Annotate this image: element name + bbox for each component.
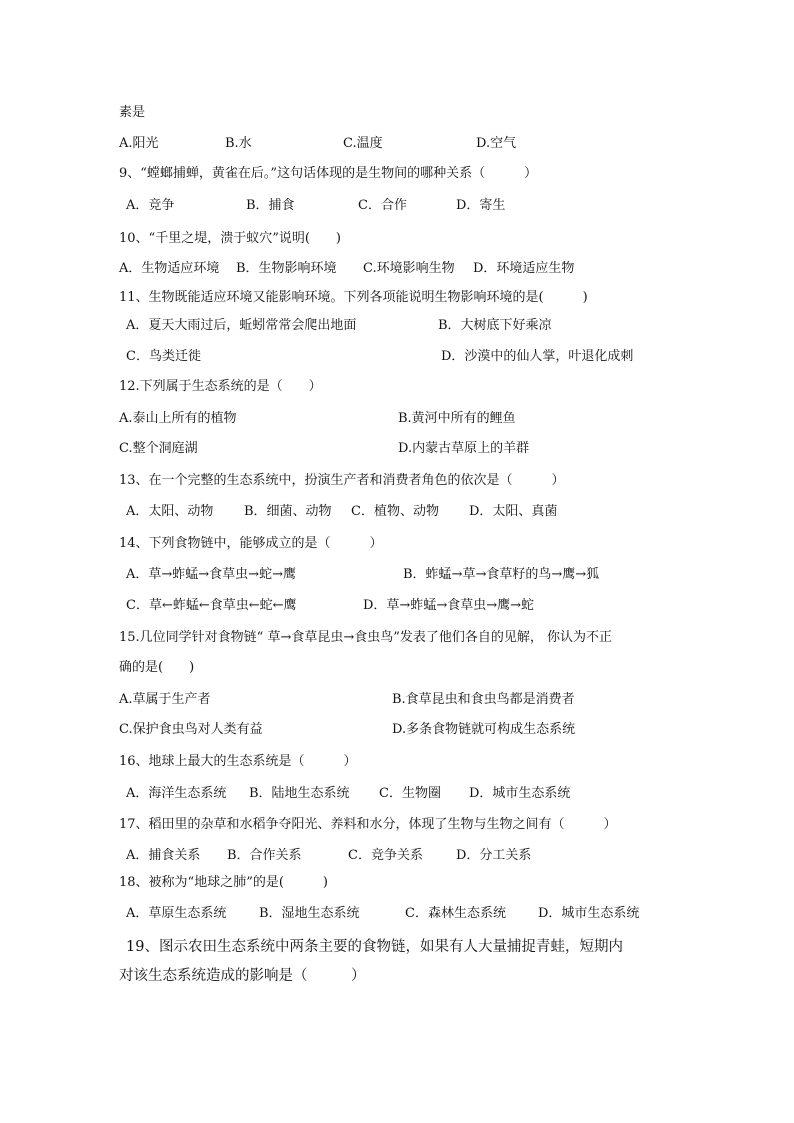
option-text: C．合作 <box>358 198 407 213</box>
option-text: C.温度 <box>343 136 383 151</box>
option-text: B.黄河中所有的鲤鱼 <box>398 411 516 426</box>
question-text: 对该生态系统造成的影响是（ ） <box>119 968 366 984</box>
option-text: C．草←蚱蜢←食草虫←蛇←鹰 <box>126 598 297 613</box>
option-text: A．捕食关系 <box>126 848 201 863</box>
option-text: C．森林生态系统 <box>405 906 506 921</box>
option-text: D．沙漠中的仙人掌，叶退化成刺 <box>441 349 634 364</box>
question-text: 11、生物既能适应环境又能影响环境。下列各项能说明生物影响环境的是( ) <box>119 290 588 305</box>
option-text: A.草属于生产者 <box>119 692 211 707</box>
option-text: D．城市生态系统 <box>538 906 640 921</box>
option-text: D.内蒙古草原上的羊群 <box>398 441 530 456</box>
option-text: D.空气 <box>476 136 517 151</box>
question-text: 13、在一个完整的生态系统中，扮演生产者和消费者角色的依次是（ ） <box>119 473 565 488</box>
option-text: D．太阳、真菌 <box>469 504 558 519</box>
option-text: B．大树底下好乘凉 <box>438 318 552 333</box>
option-text: A．草原生态系统 <box>126 906 227 921</box>
option-text: D．城市生态系统 <box>469 786 571 801</box>
question-text: 18、被称为“地球之肺”的是( ) <box>119 875 328 890</box>
option-text: D．寄生 <box>456 198 506 213</box>
option-text: B.食草昆虫和食虫鸟都是消费者 <box>392 692 575 707</box>
option-text: B．湿地生态系统 <box>259 906 360 921</box>
option-text: A．夏天大雨过后，蚯蚓常常会爬出地面 <box>126 318 357 333</box>
question-text: 10、“千里之堤，溃于蚁穴”说明( ) <box>119 231 341 246</box>
option-text: A．生物适应环境 <box>119 261 220 276</box>
option-text: D．分工关系 <box>456 848 532 863</box>
option-text: B．生物影响环境 <box>236 261 337 276</box>
option-text: A.泰山上所有的植物 <box>119 411 237 426</box>
option-text: B．陆地生态系统 <box>249 786 350 801</box>
option-text: C.整个洞庭湖 <box>119 441 198 456</box>
option-text: A．草→蚱蜢→食草虫→蛇→鹰 <box>126 567 296 582</box>
option-text: C.保护食虫鸟对人类有益 <box>119 722 263 737</box>
option-text: C．鸟类迁徙 <box>126 349 201 364</box>
question-text: 素是 <box>119 105 146 120</box>
option-text: D.多条食物链就可构成生态系统 <box>392 722 576 737</box>
option-text: C．植物、动物 <box>351 504 439 519</box>
option-text: C.环境影响生物 <box>363 261 455 276</box>
question-text: 16、地球上最大的生态系统是（ ） <box>119 754 357 769</box>
option-text: B．蚱蜢→草→食草籽的鸟→鹰→狐 <box>403 567 600 582</box>
option-text: A.阳光 <box>119 136 159 151</box>
question-text: 确的是( ) <box>119 660 195 675</box>
option-text: C．竞争关系 <box>348 848 423 863</box>
option-text: D．草→蚱蜢→食草虫→鹰→蛇 <box>363 598 534 613</box>
option-text: B．细菌、动物 <box>244 504 332 519</box>
option-text: D．环境适应生物 <box>473 261 575 276</box>
question-text: 17、稻田里的杂草和水稻争夺阳光、养料和水分，体现了生物与生物之间有（ ） <box>119 817 617 832</box>
question-text: 12.下列属于生态系统的是（ ） <box>119 379 322 394</box>
option-text: B.水 <box>225 136 252 151</box>
question-text: 14、下列食物链中，能够成立的是（ ） <box>119 536 383 551</box>
option-text: A．太阳、动物 <box>126 504 214 519</box>
option-text: A．海洋生态系统 <box>126 786 227 801</box>
question-text: 9、“螳螂捕蝉，黄雀在后。”这句话体现的是生物间的哪种关系（ ） <box>119 166 538 181</box>
option-text: A．竞争 <box>126 198 175 213</box>
question-text: 19、图示农田生态系统中两条主要的食物链，如果有人大量捕捉青蛙，短期内 <box>126 939 623 955</box>
option-text: C．生物圈 <box>379 786 441 801</box>
question-text: 15.几位同学针对食物链“ 草→食草昆虫→食虫鸟”发表了他们各自的见解， 你认为不正 <box>119 630 613 645</box>
option-text: B．捕食 <box>246 198 295 213</box>
option-text: B．合作关系 <box>227 848 302 863</box>
